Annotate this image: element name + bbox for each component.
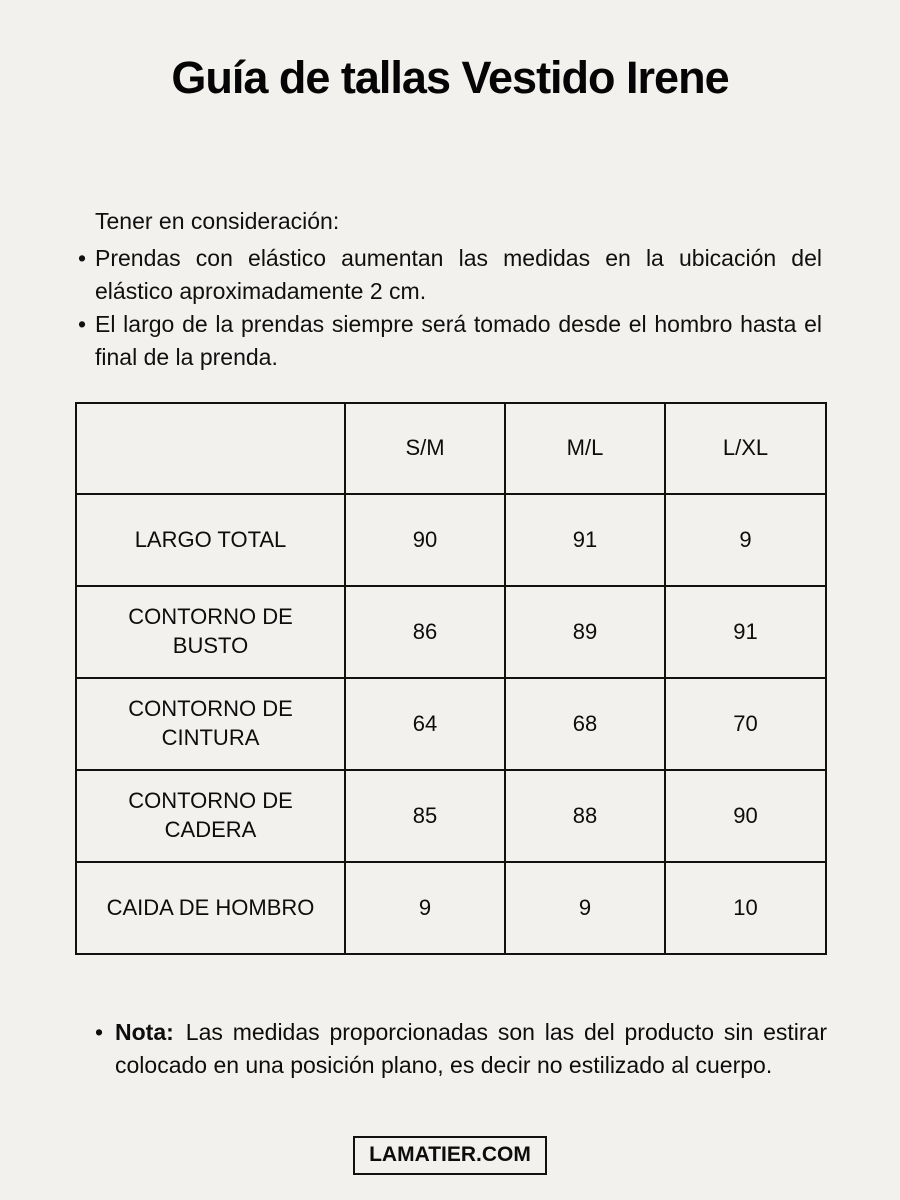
row-label: CAIDA DE HOMBRO [76,862,345,954]
measure-value: 68 [505,678,665,770]
measure-value: 86 [345,586,505,678]
measure-value: 91 [665,586,826,678]
table-row [76,678,826,770]
measure-value: 9 [345,862,505,954]
table-row [76,494,826,586]
note-label: Nota: [115,1019,174,1045]
row-label: CONTORNO DE CADERA [76,770,345,862]
row-label: LARGO TOTAL [76,494,345,586]
considerations-section [78,205,822,374]
page-title: Guía de tallas Vestido Irene [171,52,729,103]
header-cell-ml: M/L [505,403,665,494]
row-label: CONTORNO DE CINTURA [76,678,345,770]
measure-value: 9 [665,494,826,586]
list-item [78,308,822,374]
table-row [76,770,826,862]
measure-value: 89 [505,586,665,678]
measure-value: 64 [345,678,505,770]
measure-value: 9 [505,862,665,954]
header-cell-lxl: L/XL [665,403,826,494]
considerations-heading: Tener en consideración: [95,208,340,234]
size-table [75,402,827,955]
header-cell-empty [76,403,345,494]
measure-value: 91 [505,494,665,586]
row-label: CONTORNO DE BUSTO [76,586,345,678]
note-body: Las medidas proporcionadas son las del producto sin estirar colocado en una posición plano, es decir no estilizado al cuerpo. [115,1019,827,1078]
measure-value: 90 [345,494,505,586]
header-cell-sm: S/M [345,403,505,494]
table-row [76,862,826,954]
note-section [95,1016,827,1082]
bullet-icon: • [78,245,87,271]
measure-value: 70 [665,678,826,770]
table-row [76,586,826,678]
list-item [78,242,822,308]
measure-value: 90 [665,770,826,862]
bullet-icon: • [95,1019,104,1045]
measure-value: 88 [505,770,665,862]
measure-value: 10 [665,862,826,954]
consideration-text: El largo de la prendas siempre será tomado desde el hombro hasta el final de la prenda. [95,311,822,370]
note-text [115,1016,827,1082]
consideration-text: Prendas con elástico aumentan las medidas en la ubicación del elástico aproximadamente 2 cm. [95,245,822,304]
bullet-icon: • [78,311,87,337]
table-header-row [76,403,826,494]
brand-badge: LAMATIER.COM [353,1136,547,1175]
measure-value: 85 [345,770,505,862]
footer [0,1136,900,1175]
